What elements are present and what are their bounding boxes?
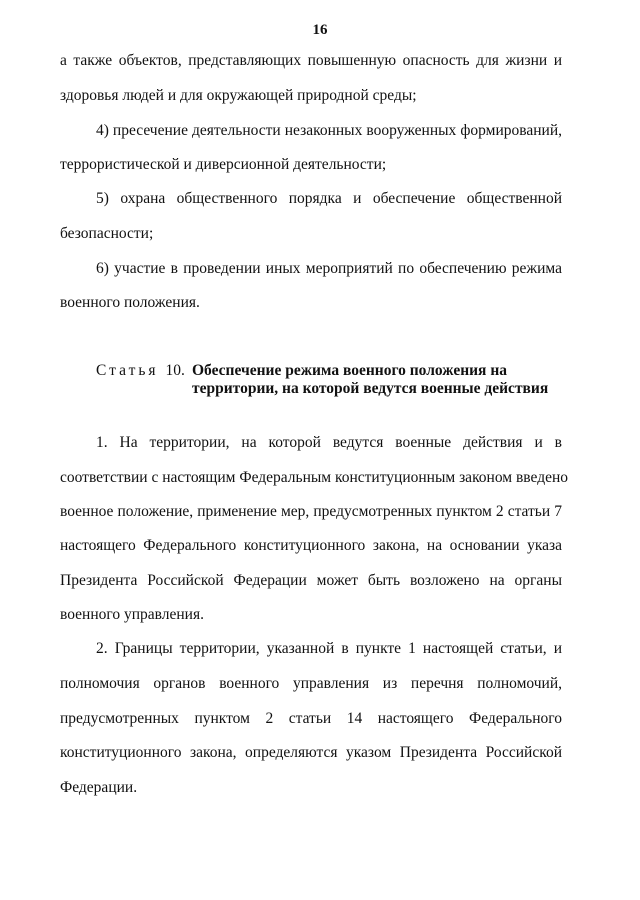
paragraph-2-line: полномочия органов военного управления из перечня полномочий, bbox=[60, 675, 562, 692]
list-item-4-line: 4) пресечение деятельности незаконных вооруженных формирований, bbox=[96, 122, 562, 139]
paragraph-2-line: Федерации. bbox=[60, 779, 138, 796]
text-line: а также объектов, представляющих повышенную опасность для жизни и bbox=[60, 52, 562, 69]
page-number: 16 bbox=[312, 22, 328, 38]
paragraph-1-line: соответствии с настоящим Федеральным конституционным законом введено bbox=[60, 469, 569, 486]
list-item-4-line: террористической и диверсионной деятельности; bbox=[60, 156, 387, 173]
article-label bbox=[96, 362, 185, 380]
list-item-5-line: безопасности; bbox=[60, 225, 154, 242]
article-title-line: Обеспечение режима военного положения на bbox=[192, 362, 507, 379]
article-title-line: территории, на которой ведутся военные действия bbox=[192, 380, 549, 397]
paragraph-1-line: 1. На территории, на которой ведутся военные действия и в bbox=[96, 434, 562, 451]
list-item-6-line: 6) участие в проведении иных мероприятий по обеспечению режима bbox=[96, 260, 562, 277]
paragraph-1-line: Президента Российской Федерации может быть возложено на органы bbox=[60, 572, 562, 589]
paragraph-1-line: военного управления. bbox=[60, 606, 204, 623]
paragraph-1-line: военное положение, применение мер, предусмотренных пунктом 2 статьи 7 bbox=[60, 503, 562, 520]
paragraph-2-line: 2. Границы территории, указанной в пункте 1 настоящей статьи, и bbox=[96, 640, 562, 657]
list-item-5-line: 5) охрана общественного порядка и обеспечение общественной bbox=[96, 190, 562, 207]
paragraph-2-line: конституционного закона, определяются указом Президента Российской bbox=[60, 744, 562, 761]
article-label-word: Статья bbox=[96, 362, 159, 379]
list-item-6-line: военного положения. bbox=[60, 294, 200, 311]
text-line: здоровья людей и для окружающей природной среды; bbox=[60, 87, 417, 104]
article-number: 10. bbox=[165, 362, 185, 379]
paragraph-1-line: настоящего Федерального конституционного закона, на основании указа bbox=[60, 537, 562, 554]
paragraph-2-line: предусмотренных пунктом 2 статьи 14 настоящего Федерального bbox=[60, 710, 562, 727]
